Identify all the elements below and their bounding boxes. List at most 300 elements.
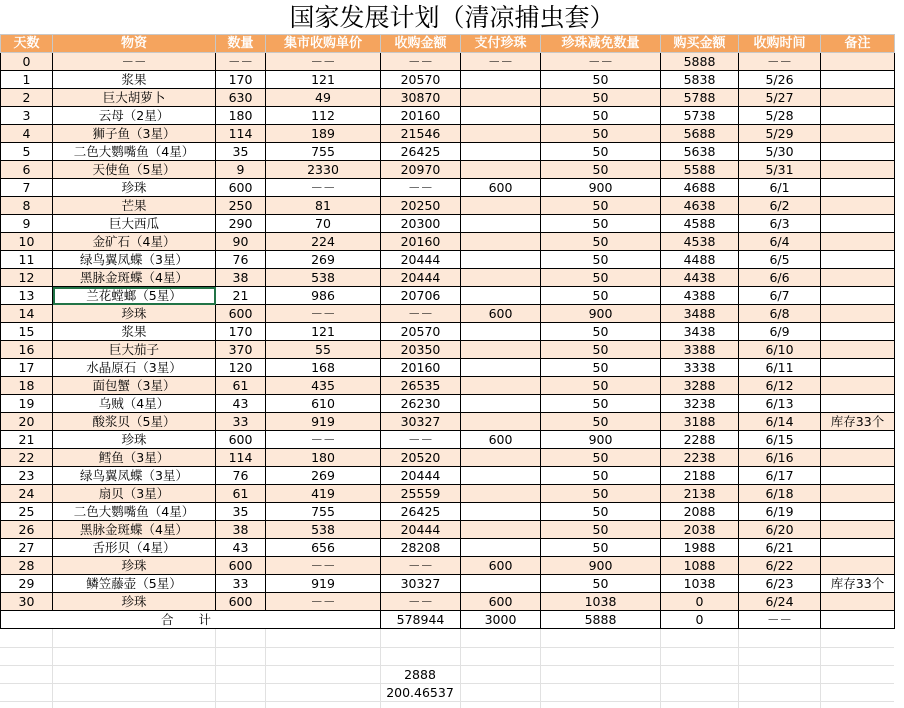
time-cell[interactable]: 6/19: [739, 503, 821, 521]
note-cell[interactable]: [821, 359, 895, 377]
item-cell[interactable]: 巨大茄子: [53, 341, 216, 359]
time-cell[interactable]: 6/5: [739, 251, 821, 269]
time-cell[interactable]: 6/22: [739, 557, 821, 575]
discount-cell[interactable]: 900: [541, 179, 661, 197]
qty-cell[interactable]: 170: [216, 323, 266, 341]
note-cell[interactable]: [821, 539, 895, 557]
pearl-pay-cell[interactable]: －－: [461, 53, 541, 71]
discount-cell[interactable]: 50: [541, 89, 661, 107]
day-cell[interactable]: 29: [1, 575, 53, 593]
amount-cell[interactable]: 26425: [381, 503, 461, 521]
item-cell[interactable]: 鳞笠藤壶（5星）: [53, 575, 216, 593]
calc-cell-1[interactable]: 2888: [404, 667, 436, 682]
time-cell[interactable]: 6/6: [739, 269, 821, 287]
pearl-pay-cell[interactable]: [461, 269, 541, 287]
header-cell[interactable]: 物资: [53, 35, 216, 53]
time-cell[interactable]: 5/28: [739, 107, 821, 125]
day-cell[interactable]: 7: [1, 179, 53, 197]
note-cell[interactable]: [821, 215, 895, 233]
note-cell[interactable]: [821, 503, 895, 521]
item-cell[interactable]: 黑脉金斑蝶（4星）: [53, 269, 216, 287]
purchase-cell[interactable]: 4438: [661, 269, 739, 287]
discount-cell[interactable]: 50: [541, 575, 661, 593]
day-cell[interactable]: 9: [1, 215, 53, 233]
unit-price-cell[interactable]: 755: [266, 143, 381, 161]
qty-cell[interactable]: 170: [216, 71, 266, 89]
amount-cell[interactable]: 21546: [381, 125, 461, 143]
pearl-pay-cell[interactable]: 600: [461, 431, 541, 449]
purchase-cell[interactable]: 5588: [661, 161, 739, 179]
note-cell[interactable]: [821, 53, 895, 71]
pearl-pay-cell[interactable]: [461, 287, 541, 305]
amount-cell[interactable]: －－: [381, 179, 461, 197]
amount-cell[interactable]: 20160: [381, 233, 461, 251]
qty-cell[interactable]: 180: [216, 107, 266, 125]
day-cell[interactable]: 28: [1, 557, 53, 575]
pearl-pay-cell[interactable]: [461, 125, 541, 143]
time-cell[interactable]: 6/17: [739, 467, 821, 485]
total-purchase-cell[interactable]: 0: [661, 611, 739, 629]
item-cell[interactable]: 扇贝（3星）: [53, 485, 216, 503]
day-cell[interactable]: 12: [1, 269, 53, 287]
qty-cell[interactable]: 61: [216, 485, 266, 503]
note-cell[interactable]: [821, 143, 895, 161]
qty-cell[interactable]: 600: [216, 305, 266, 323]
pearl-pay-cell[interactable]: [461, 71, 541, 89]
qty-cell[interactable]: 38: [216, 521, 266, 539]
time-cell[interactable]: 6/3: [739, 215, 821, 233]
time-cell[interactable]: 5/30: [739, 143, 821, 161]
item-cell[interactable]: 二色大鹦嘴鱼（4星）: [53, 503, 216, 521]
time-cell[interactable]: 6/1: [739, 179, 821, 197]
amount-cell[interactable]: －－: [381, 557, 461, 575]
purchase-cell[interactable]: 2138: [661, 485, 739, 503]
day-cell[interactable]: 20: [1, 413, 53, 431]
note-cell[interactable]: [821, 251, 895, 269]
qty-cell[interactable]: －－: [216, 53, 266, 71]
item-cell[interactable]: 水晶原石（3星）: [53, 359, 216, 377]
item-cell[interactable]: 金矿石（4星）: [53, 233, 216, 251]
discount-cell[interactable]: 50: [541, 197, 661, 215]
qty-cell[interactable]: 33: [216, 413, 266, 431]
note-cell[interactable]: [821, 269, 895, 287]
time-cell[interactable]: 6/2: [739, 197, 821, 215]
unit-price-cell[interactable]: 168: [266, 359, 381, 377]
pearl-pay-cell[interactable]: [461, 143, 541, 161]
item-cell[interactable]: 巨大西瓜: [53, 215, 216, 233]
discount-cell[interactable]: 50: [541, 539, 661, 557]
unit-price-cell[interactable]: 919: [266, 575, 381, 593]
amount-cell[interactable]: 20160: [381, 107, 461, 125]
amount-cell[interactable]: 20444: [381, 521, 461, 539]
purchase-cell[interactable]: 4388: [661, 287, 739, 305]
discount-cell[interactable]: 50: [541, 215, 661, 233]
time-cell[interactable]: 6/12: [739, 377, 821, 395]
note-cell[interactable]: [821, 485, 895, 503]
pearl-pay-cell[interactable]: [461, 485, 541, 503]
purchase-cell[interactable]: 1988: [661, 539, 739, 557]
time-cell[interactable]: －－: [739, 53, 821, 71]
purchase-cell[interactable]: 4588: [661, 215, 739, 233]
amount-cell[interactable]: 20706: [381, 287, 461, 305]
amount-cell[interactable]: 26230: [381, 395, 461, 413]
note-cell[interactable]: [821, 233, 895, 251]
day-cell[interactable]: 5: [1, 143, 53, 161]
discount-cell[interactable]: 50: [541, 161, 661, 179]
qty-cell[interactable]: 76: [216, 251, 266, 269]
pearl-pay-cell[interactable]: 600: [461, 593, 541, 611]
time-cell[interactable]: 6/15: [739, 431, 821, 449]
header-cell[interactable]: 备注: [821, 35, 895, 53]
purchase-cell[interactable]: 0: [661, 593, 739, 611]
day-cell[interactable]: 24: [1, 485, 53, 503]
header-cell[interactable]: 收购金额: [381, 35, 461, 53]
item-cell[interactable]: 舌形贝（4星）: [53, 539, 216, 557]
purchase-cell[interactable]: 4638: [661, 197, 739, 215]
total-discount-cell[interactable]: 5888: [541, 611, 661, 629]
qty-cell[interactable]: 290: [216, 215, 266, 233]
qty-cell[interactable]: 35: [216, 503, 266, 521]
pearl-pay-cell[interactable]: [461, 323, 541, 341]
qty-cell[interactable]: 90: [216, 233, 266, 251]
unit-price-cell[interactable]: 2330: [266, 161, 381, 179]
total-amount-cell[interactable]: 578944: [381, 611, 461, 629]
day-cell[interactable]: 22: [1, 449, 53, 467]
time-cell[interactable]: 6/16: [739, 449, 821, 467]
day-cell[interactable]: 1: [1, 71, 53, 89]
header-cell[interactable]: 购买金额: [661, 35, 739, 53]
time-cell[interactable]: 6/24: [739, 593, 821, 611]
note-cell[interactable]: [821, 179, 895, 197]
qty-cell[interactable]: 35: [216, 143, 266, 161]
day-cell[interactable]: 2: [1, 89, 53, 107]
qty-cell[interactable]: 38: [216, 269, 266, 287]
item-cell[interactable]: 乌贼（4星）: [53, 395, 216, 413]
purchase-cell[interactable]: 1038: [661, 575, 739, 593]
total-time-cell[interactable]: －－: [739, 611, 821, 629]
pearl-pay-cell[interactable]: 600: [461, 557, 541, 575]
note-cell[interactable]: [821, 89, 895, 107]
time-cell[interactable]: 6/4: [739, 233, 821, 251]
discount-cell[interactable]: 50: [541, 449, 661, 467]
note-cell[interactable]: [821, 287, 895, 305]
discount-cell[interactable]: 900: [541, 557, 661, 575]
day-cell[interactable]: 8: [1, 197, 53, 215]
discount-cell[interactable]: 900: [541, 305, 661, 323]
header-cell[interactable]: 支付珍珠: [461, 35, 541, 53]
item-cell[interactable]: 鳕鱼（3星）: [53, 449, 216, 467]
purchase-cell[interactable]: 5638: [661, 143, 739, 161]
qty-cell[interactable]: 600: [216, 593, 266, 611]
purchase-cell[interactable]: 2188: [661, 467, 739, 485]
unit-price-cell[interactable]: 49: [266, 89, 381, 107]
day-cell[interactable]: 17: [1, 359, 53, 377]
item-cell[interactable]: 天使鱼（5星）: [53, 161, 216, 179]
purchase-cell[interactable]: 2088: [661, 503, 739, 521]
header-cell[interactable]: 珍珠减免数量: [541, 35, 661, 53]
unit-price-cell[interactable]: 70: [266, 215, 381, 233]
qty-cell[interactable]: 630: [216, 89, 266, 107]
purchase-cell[interactable]: 2038: [661, 521, 739, 539]
purchase-cell[interactable]: 5788: [661, 89, 739, 107]
discount-cell[interactable]: 50: [541, 377, 661, 395]
day-cell[interactable]: 6: [1, 161, 53, 179]
pearl-pay-cell[interactable]: [461, 503, 541, 521]
total-note-cell[interactable]: [821, 611, 895, 629]
item-cell[interactable]: 狮子鱼（3星）: [53, 125, 216, 143]
day-cell[interactable]: 4: [1, 125, 53, 143]
amount-cell[interactable]: －－: [381, 53, 461, 71]
discount-cell[interactable]: －－: [541, 53, 661, 71]
qty-cell[interactable]: 76: [216, 467, 266, 485]
pearl-pay-cell[interactable]: [461, 215, 541, 233]
item-cell[interactable]: 浆果: [53, 71, 216, 89]
unit-price-cell[interactable]: 538: [266, 521, 381, 539]
time-cell[interactable]: 6/8: [739, 305, 821, 323]
calc-cell-2[interactable]: 200.46537: [386, 685, 454, 700]
purchase-cell[interactable]: 4488: [661, 251, 739, 269]
amount-cell[interactable]: 20570: [381, 71, 461, 89]
header-cell[interactable]: 天数: [1, 35, 53, 53]
purchase-cell[interactable]: 3288: [661, 377, 739, 395]
pearl-pay-cell[interactable]: [461, 251, 541, 269]
header-cell[interactable]: 集市收购单价: [266, 35, 381, 53]
sheet-title[interactable]: 国家发展计划（清凉捕虫套）: [289, 3, 615, 32]
header-cell[interactable]: 数量: [216, 35, 266, 53]
item-cell[interactable]: 面包蟹（3星）: [53, 377, 216, 395]
day-cell[interactable]: 26: [1, 521, 53, 539]
discount-cell[interactable]: 50: [541, 269, 661, 287]
note-cell[interactable]: [821, 557, 895, 575]
amount-cell[interactable]: 20444: [381, 269, 461, 287]
discount-cell[interactable]: 50: [541, 323, 661, 341]
time-cell[interactable]: 6/21: [739, 539, 821, 557]
note-cell[interactable]: [821, 305, 895, 323]
unit-price-cell[interactable]: 269: [266, 251, 381, 269]
unit-price-cell[interactable]: 269: [266, 467, 381, 485]
discount-cell[interactable]: 50: [541, 233, 661, 251]
day-cell[interactable]: 0: [1, 53, 53, 71]
amount-cell[interactable]: 28208: [381, 539, 461, 557]
unit-price-cell[interactable]: 419: [266, 485, 381, 503]
purchase-cell[interactable]: 3338: [661, 359, 739, 377]
discount-cell[interactable]: 50: [541, 413, 661, 431]
discount-cell[interactable]: 50: [541, 107, 661, 125]
unit-price-cell[interactable]: 189: [266, 125, 381, 143]
note-cell[interactable]: [821, 107, 895, 125]
total-pearls-cell[interactable]: 3000: [461, 611, 541, 629]
unit-price-cell[interactable]: 121: [266, 323, 381, 341]
pearl-pay-cell[interactable]: 600: [461, 305, 541, 323]
day-cell[interactable]: 10: [1, 233, 53, 251]
purchase-cell[interactable]: 1088: [661, 557, 739, 575]
item-cell[interactable]: 珍珠: [53, 179, 216, 197]
time-cell[interactable]: 6/7: [739, 287, 821, 305]
unit-price-cell[interactable]: 55: [266, 341, 381, 359]
note-cell[interactable]: [821, 521, 895, 539]
day-cell[interactable]: 13: [1, 287, 53, 305]
item-cell[interactable]: 云母（2星）: [53, 107, 216, 125]
pearl-pay-cell[interactable]: [461, 467, 541, 485]
pearl-pay-cell[interactable]: [461, 107, 541, 125]
time-cell[interactable]: 6/18: [739, 485, 821, 503]
pearl-pay-cell[interactable]: [461, 197, 541, 215]
pearl-pay-cell[interactable]: [461, 521, 541, 539]
purchase-cell[interactable]: 2288: [661, 431, 739, 449]
pearl-pay-cell[interactable]: [461, 233, 541, 251]
unit-price-cell[interactable]: 435: [266, 377, 381, 395]
note-cell[interactable]: 库存33个: [821, 413, 895, 431]
item-cell[interactable]: 二色大鹦嘴鱼（4星）: [53, 143, 216, 161]
purchase-cell[interactable]: 5688: [661, 125, 739, 143]
qty-cell[interactable]: 114: [216, 125, 266, 143]
unit-price-cell[interactable]: －－: [266, 431, 381, 449]
qty-cell[interactable]: 33: [216, 575, 266, 593]
day-cell[interactable]: 30: [1, 593, 53, 611]
discount-cell[interactable]: 50: [541, 503, 661, 521]
purchase-cell[interactable]: 3438: [661, 323, 739, 341]
unit-price-cell[interactable]: 112: [266, 107, 381, 125]
unit-price-cell[interactable]: 656: [266, 539, 381, 557]
qty-cell[interactable]: 9: [216, 161, 266, 179]
discount-cell[interactable]: 50: [541, 143, 661, 161]
discount-cell[interactable]: 50: [541, 395, 661, 413]
pearl-pay-cell[interactable]: [461, 413, 541, 431]
unit-price-cell[interactable]: 224: [266, 233, 381, 251]
item-cell[interactable]: 珍珠: [53, 593, 216, 611]
pearl-pay-cell[interactable]: [461, 359, 541, 377]
amount-cell[interactable]: 20520: [381, 449, 461, 467]
purchase-cell[interactable]: 5838: [661, 71, 739, 89]
note-cell[interactable]: [821, 323, 895, 341]
item-cell[interactable]: 兰花螳螂（5星）: [53, 287, 216, 305]
note-cell[interactable]: [821, 341, 895, 359]
amount-cell[interactable]: 20350: [381, 341, 461, 359]
note-cell[interactable]: [821, 161, 895, 179]
pearl-pay-cell[interactable]: [461, 341, 541, 359]
discount-cell[interactable]: 50: [541, 467, 661, 485]
amount-cell[interactable]: 25559: [381, 485, 461, 503]
discount-cell[interactable]: 50: [541, 521, 661, 539]
unit-price-cell[interactable]: 121: [266, 71, 381, 89]
qty-cell[interactable]: 43: [216, 395, 266, 413]
amount-cell[interactable]: 20250: [381, 197, 461, 215]
item-cell[interactable]: 巨大胡萝卜: [53, 89, 216, 107]
amount-cell[interactable]: 20970: [381, 161, 461, 179]
amount-cell[interactable]: 20160: [381, 359, 461, 377]
purchase-cell[interactable]: 3388: [661, 341, 739, 359]
amount-cell[interactable]: －－: [381, 305, 461, 323]
unit-price-cell[interactable]: －－: [266, 593, 381, 611]
header-cell[interactable]: 收购时间: [739, 35, 821, 53]
amount-cell[interactable]: －－: [381, 431, 461, 449]
amount-cell[interactable]: 26425: [381, 143, 461, 161]
time-cell[interactable]: 6/13: [739, 395, 821, 413]
day-cell[interactable]: 21: [1, 431, 53, 449]
discount-cell[interactable]: 50: [541, 359, 661, 377]
time-cell[interactable]: 5/26: [739, 71, 821, 89]
note-cell[interactable]: [821, 431, 895, 449]
discount-cell[interactable]: 50: [541, 341, 661, 359]
time-cell[interactable]: 5/27: [739, 89, 821, 107]
amount-cell[interactable]: 20444: [381, 251, 461, 269]
amount-cell[interactable]: 30327: [381, 575, 461, 593]
amount-cell[interactable]: 30870: [381, 89, 461, 107]
time-cell[interactable]: 6/9: [739, 323, 821, 341]
qty-cell[interactable]: 61: [216, 377, 266, 395]
amount-cell[interactable]: 20300: [381, 215, 461, 233]
pearl-pay-cell[interactable]: [461, 161, 541, 179]
item-cell[interactable]: 珍珠: [53, 431, 216, 449]
pearl-pay-cell[interactable]: [461, 377, 541, 395]
qty-cell[interactable]: 600: [216, 431, 266, 449]
qty-cell[interactable]: 114: [216, 449, 266, 467]
day-cell[interactable]: 19: [1, 395, 53, 413]
time-cell[interactable]: 6/11: [739, 359, 821, 377]
day-cell[interactable]: 16: [1, 341, 53, 359]
day-cell[interactable]: 11: [1, 251, 53, 269]
time-cell[interactable]: 6/23: [739, 575, 821, 593]
unit-price-cell[interactable]: 610: [266, 395, 381, 413]
item-cell[interactable]: 珍珠: [53, 305, 216, 323]
discount-cell[interactable]: 50: [541, 287, 661, 305]
unit-price-cell[interactable]: －－: [266, 557, 381, 575]
purchase-cell[interactable]: 4538: [661, 233, 739, 251]
discount-cell[interactable]: 50: [541, 71, 661, 89]
item-cell[interactable]: 浆果: [53, 323, 216, 341]
unit-price-cell[interactable]: 81: [266, 197, 381, 215]
pearl-pay-cell[interactable]: [461, 89, 541, 107]
purchase-cell[interactable]: 3488: [661, 305, 739, 323]
unit-price-cell[interactable]: －－: [266, 53, 381, 71]
unit-price-cell[interactable]: 986: [266, 287, 381, 305]
day-cell[interactable]: 23: [1, 467, 53, 485]
pearl-pay-cell[interactable]: [461, 539, 541, 557]
note-cell[interactable]: [821, 197, 895, 215]
pearl-pay-cell[interactable]: [461, 575, 541, 593]
time-cell[interactable]: 5/29: [739, 125, 821, 143]
discount-cell[interactable]: 50: [541, 485, 661, 503]
day-cell[interactable]: 14: [1, 305, 53, 323]
unit-price-cell[interactable]: 755: [266, 503, 381, 521]
amount-cell[interactable]: 30327: [381, 413, 461, 431]
item-cell[interactable]: －－: [53, 53, 216, 71]
pearl-pay-cell[interactable]: [461, 449, 541, 467]
unit-price-cell[interactable]: －－: [266, 305, 381, 323]
note-cell[interactable]: [821, 125, 895, 143]
discount-cell[interactable]: 50: [541, 251, 661, 269]
item-cell[interactable]: 黑脉金斑蝶（4星）: [53, 521, 216, 539]
note-cell[interactable]: 库存33个: [821, 575, 895, 593]
purchase-cell[interactable]: 5888: [661, 53, 739, 71]
qty-cell[interactable]: 600: [216, 557, 266, 575]
amount-cell[interactable]: 20444: [381, 467, 461, 485]
item-cell[interactable]: 绿鸟翼凤蝶（3星）: [53, 467, 216, 485]
pearl-pay-cell[interactable]: 600: [461, 179, 541, 197]
total-label[interactable]: 合 计: [1, 611, 381, 629]
note-cell[interactable]: [821, 377, 895, 395]
day-cell[interactable]: 18: [1, 377, 53, 395]
day-cell[interactable]: 15: [1, 323, 53, 341]
item-cell[interactable]: 芒果: [53, 197, 216, 215]
purchase-cell[interactable]: 4688: [661, 179, 739, 197]
purchase-cell[interactable]: 3188: [661, 413, 739, 431]
pearl-pay-cell[interactable]: [461, 395, 541, 413]
unit-price-cell[interactable]: 180: [266, 449, 381, 467]
day-cell[interactable]: 27: [1, 539, 53, 557]
item-cell[interactable]: 珍珠: [53, 557, 216, 575]
qty-cell[interactable]: 250: [216, 197, 266, 215]
